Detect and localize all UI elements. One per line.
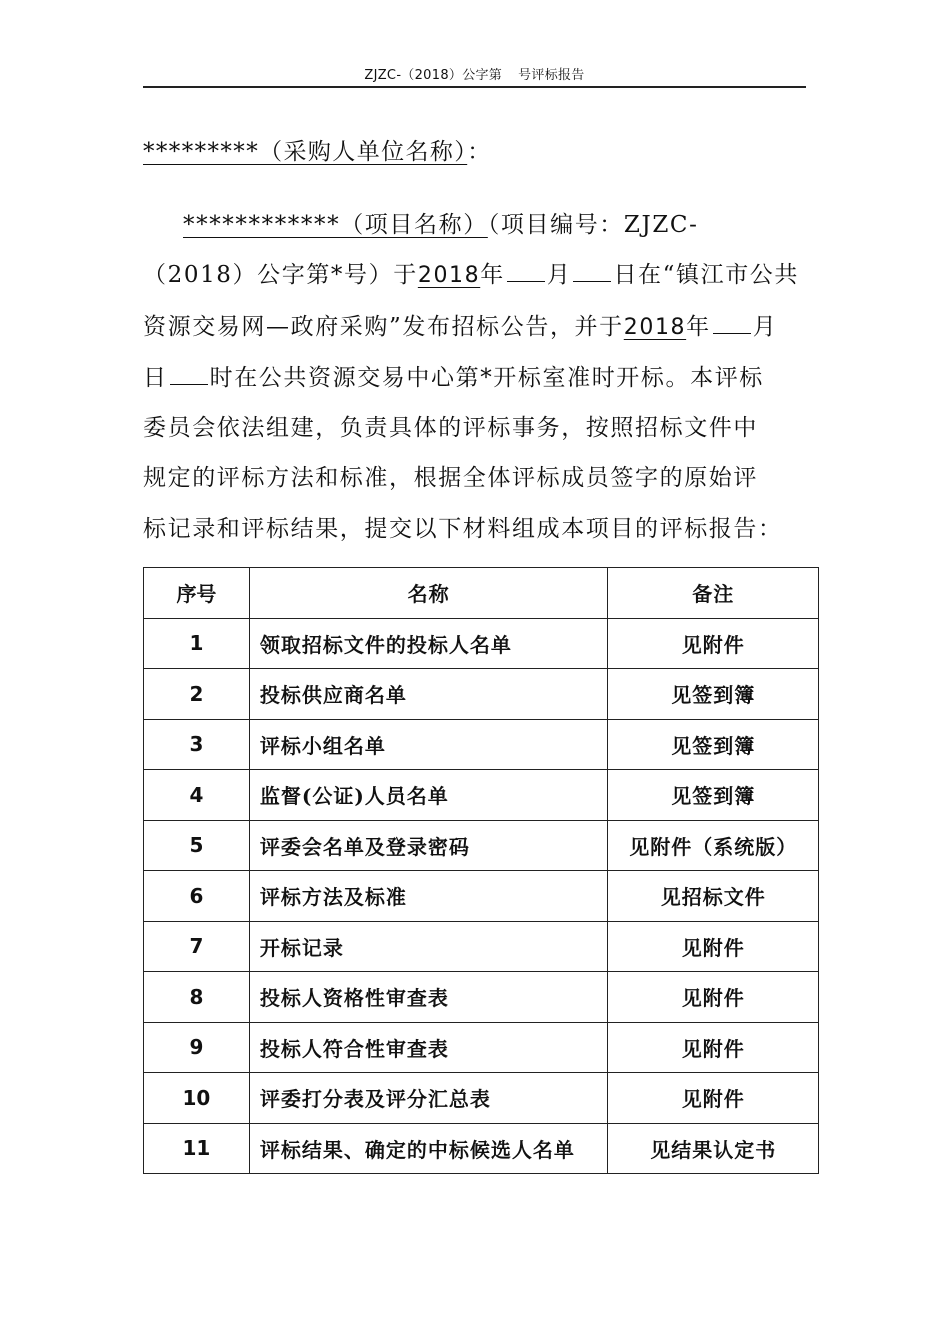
opening-year: 2018 — [623, 314, 687, 340]
report-intro-paragraph — [143, 200, 808, 554]
materials-table — [143, 567, 819, 1174]
row-note: 见附件 — [608, 618, 819, 669]
row-name: 评标方法及标准 — [249, 871, 608, 922]
paragraph-line-3 — [143, 302, 808, 353]
row-note: 见附件 — [608, 921, 819, 972]
row-note: 见结果认定书 — [608, 1123, 819, 1174]
day-location-text: 日在“镇江市公共 — [613, 262, 800, 289]
row-name: 监督(公证)人员名单 — [249, 770, 608, 821]
paragraph-line-6: 规定的评标方法和标准，根据全体评标成员签字的原始评 — [143, 465, 758, 492]
table-row — [144, 972, 819, 1023]
row-name: 投标人符合性审查表 — [249, 1022, 608, 1073]
header-report-title: 号评标报告 — [518, 68, 585, 83]
project-number-label: （项目编号：ZJZC- — [487, 212, 699, 238]
year-label: 年 — [480, 262, 505, 289]
row-note: 见签到簿 — [608, 770, 819, 821]
row-note: 见签到簿 — [608, 719, 819, 770]
row-number: 11 — [144, 1123, 250, 1174]
header-divider — [143, 86, 806, 88]
table-row — [144, 1073, 819, 1124]
row-name: 评委会名单及登录密码 — [249, 820, 608, 871]
month-label: 月 — [546, 262, 572, 289]
row-name: 评委打分表及评分汇总表 — [249, 1073, 608, 1124]
row-note: 见附件 — [608, 1022, 819, 1073]
paragraph-line-1 — [143, 200, 808, 250]
paragraph-line-5: 委员会依法组建，负责具体的评标事务，按照招标文件中 — [143, 415, 758, 442]
table-row — [144, 871, 819, 922]
purchaser-name: *********（采购人单位名称） — [143, 139, 468, 165]
paragraph-line-7: 标记录和评标结果，提交以下材料组成本项目的评标报告： — [143, 515, 783, 542]
project-number-text: （2018）公字第*号）于 — [143, 262, 418, 289]
salutation-colon: ： — [467, 139, 492, 165]
row-number: 5 — [144, 820, 250, 871]
announce-year: 2018 — [417, 263, 481, 289]
page-header — [143, 64, 806, 83]
row-note: 见附件 — [608, 972, 819, 1023]
day-blank — [573, 258, 611, 282]
row-name: 投标人资格性审查表 — [249, 972, 608, 1023]
year-label-2: 年 — [686, 313, 711, 340]
opening-text: 时在公共资源交易中心第*开标室准时开标。本评标 — [209, 364, 764, 391]
row-number: 9 — [144, 1022, 250, 1073]
row-number: 3 — [144, 719, 250, 770]
column-header-name: 名称 — [249, 568, 608, 619]
row-name: 评标结果、确定的中标候选人名单 — [249, 1123, 608, 1174]
row-number: 8 — [144, 972, 250, 1023]
header-doc-number: ZJZC-（2018）公字第 — [364, 68, 503, 83]
row-number: 6 — [144, 871, 250, 922]
day-label-2: 日 — [143, 364, 168, 391]
paragraph-line-4 — [143, 353, 808, 403]
table-row — [144, 820, 819, 871]
row-number: 1 — [144, 618, 250, 669]
row-name: 投标供应商名单 — [249, 669, 608, 720]
announce-text: 资源交易网—政府采购”发布招标公告，并于 — [143, 313, 624, 340]
table-row — [144, 921, 819, 972]
row-note: 见招标文件 — [608, 871, 819, 922]
table-row — [144, 669, 819, 720]
row-note: 见签到簿 — [608, 669, 819, 720]
table-row — [144, 1123, 819, 1174]
table-row — [144, 1022, 819, 1073]
row-number: 10 — [144, 1073, 250, 1124]
row-name: 评标小组名单 — [249, 719, 608, 770]
month-blank — [507, 258, 545, 282]
column-header-no: 序号 — [144, 568, 250, 619]
table-row — [144, 719, 819, 770]
table-row — [144, 770, 819, 821]
row-name: 开标记录 — [249, 921, 608, 972]
row-name: 领取招标文件的投标人名单 — [249, 618, 608, 669]
project-name: ************（项目名称） — [183, 212, 488, 238]
row-note: 见附件（系统版） — [608, 820, 819, 871]
month-label-2: 月 — [752, 313, 778, 340]
table-row — [144, 618, 819, 669]
paragraph-line-2 — [143, 250, 808, 301]
month-blank-2 — [713, 310, 751, 334]
row-number: 7 — [144, 921, 250, 972]
row-note: 见附件 — [608, 1073, 819, 1124]
row-number: 4 — [144, 770, 250, 821]
salutation — [143, 133, 492, 166]
row-number: 2 — [144, 669, 250, 720]
hour-blank — [170, 361, 208, 385]
column-header-note: 备注 — [608, 568, 819, 619]
table-header-row — [144, 568, 819, 619]
